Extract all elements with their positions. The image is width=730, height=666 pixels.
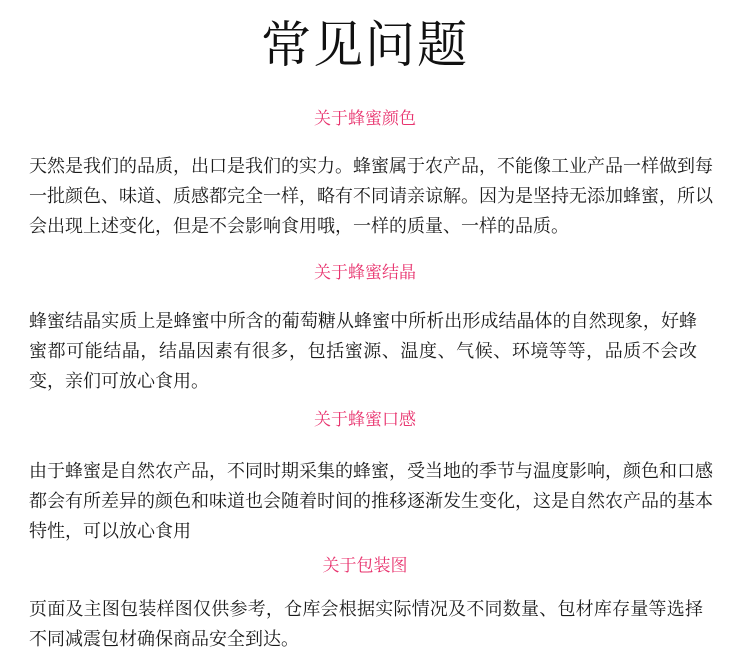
section-heading-crystallization: 关于蜂蜜结晶 [314, 263, 416, 283]
section-heading-color: 关于蜂蜜颜色 [314, 109, 416, 129]
section-heading-packaging: 关于包装图 [322, 556, 408, 576]
section-body-taste: 由于蜂蜜是自然农产品，不同时期采集的蜂蜜，受当地的季节与温度影响，颜色和口感都会有所差异的颜色和味道也会随着时间的推移逐渐发生变化，这是自然农产品的基本特性，可以放心食用 [29, 461, 713, 542]
section-heading-taste: 关于蜂蜜口感 [314, 410, 416, 430]
page-title: 常见问题 [261, 16, 469, 74]
section-body-crystallization: 蜂蜜结晶实质上是蜂蜜中所含的葡萄糖从蜂蜜中所析出形成结晶体的自然现象，好蜂蜜都可能结晶，结晶因素有很多，包括蜜源、温度、气候、环境等等，品质不会改变，亲们可放心食用。 [29, 311, 697, 392]
section-body-color: 天然是我们的品质，出口是我们的实力。蜂蜜属于农产品，不能像工业产品一样做到每一批颜色、味道、质感都完全一样，略有不同请亲谅解。因为是坚持无添加蜂蜜，所以会出现上述变化，但是不会影响食用哦，一样的质量、一样的品质。 [29, 156, 713, 237]
section-body-packaging: 页面及主图包装样图仅供参考，仓库会根据实际情况及不同数量、包材库存量等选择不同减震包材确保商品安全到达。 [29, 599, 703, 650]
